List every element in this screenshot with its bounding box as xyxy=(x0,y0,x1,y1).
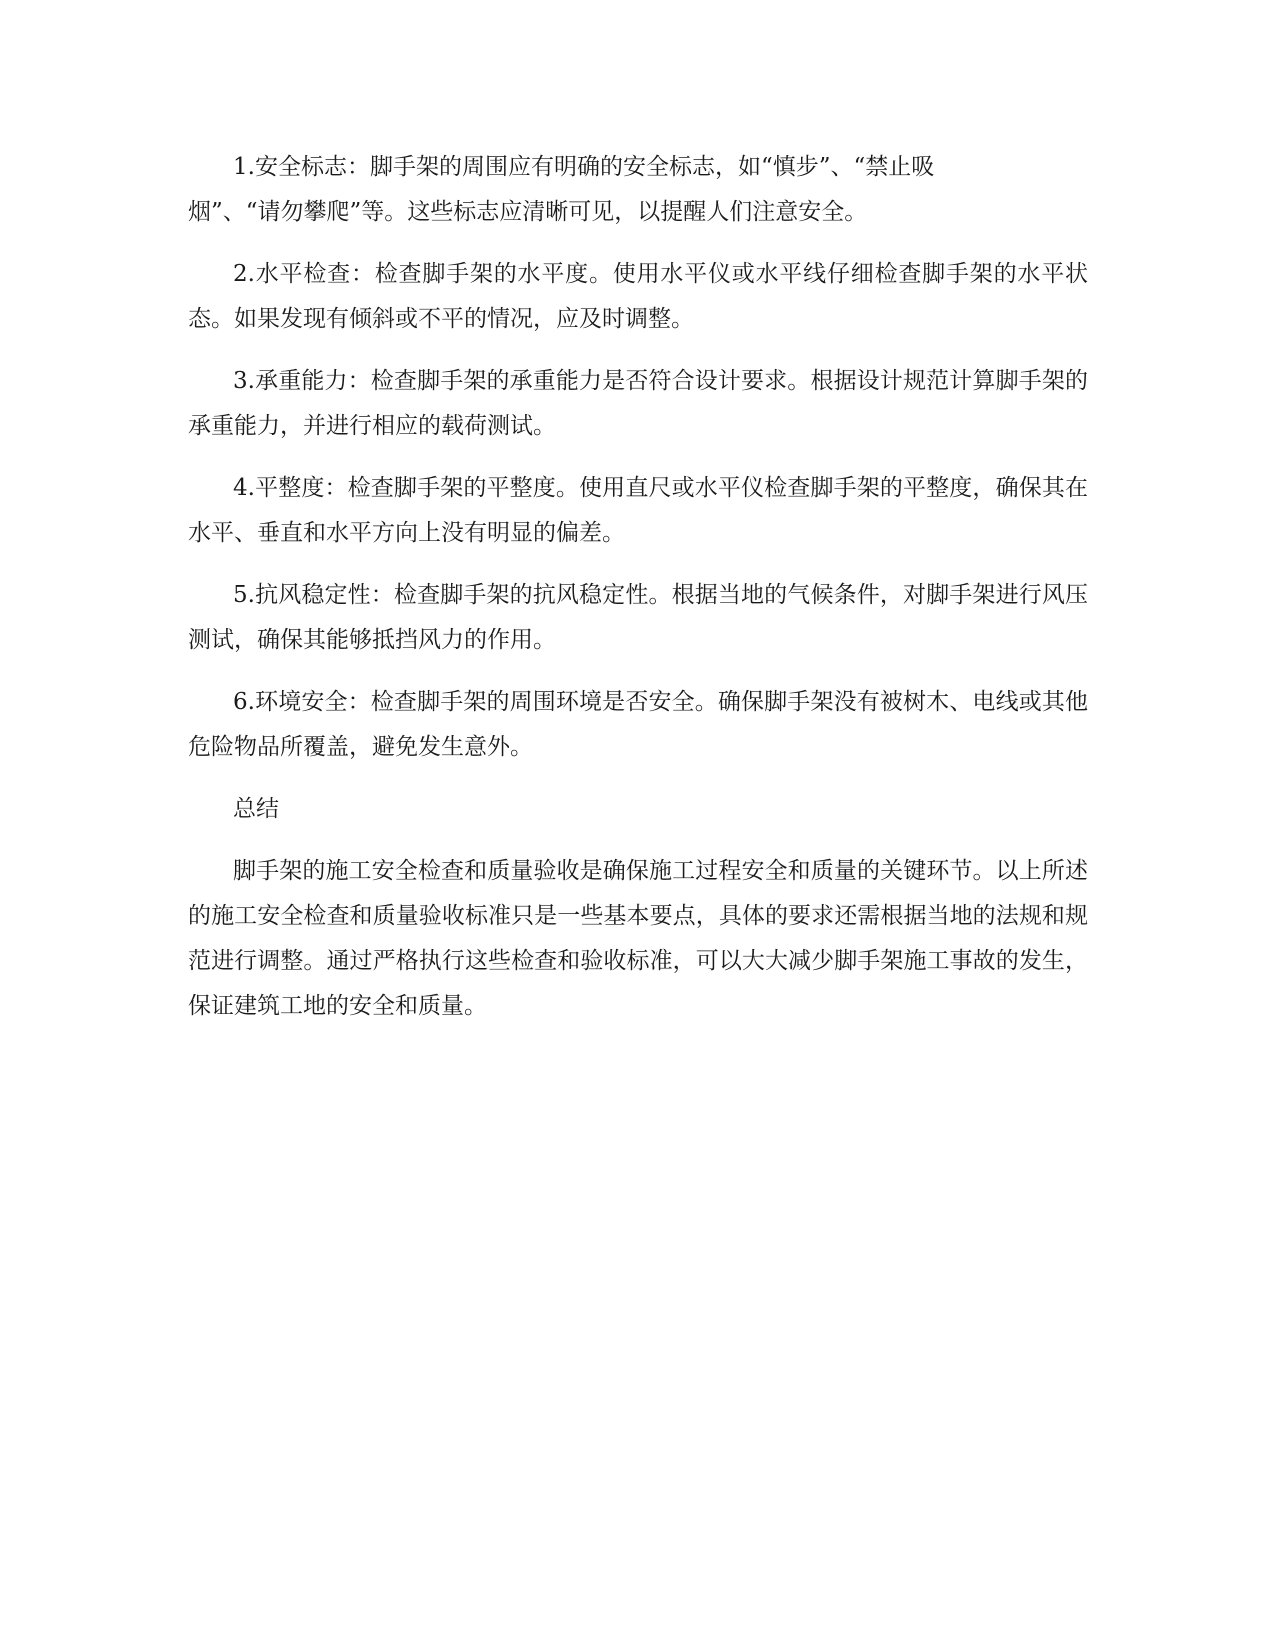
summary-paragraph: 脚手架的施工安全检查和质量验收是确保施工过程安全和质量的关键环节。以上所述的施工安全检查和质量验收标准只是一些基本要点，具体的要求还需根据当地的法规和规范进行调整。通过严格执行这些检查和验收标准，可以大大减少脚手架施工事故的发生，保证建筑工地的安全和质量。 xyxy=(188,858,1088,1019)
paragraph-flatness: 4.平整度：检查脚手架的平整度。使用直尺或水平仪检查脚手架的平整度，确保其在水平、垂直和水平方向上没有明显的偏差。 xyxy=(188,475,1088,546)
paragraph-load-capacity: 3.承重能力：检查脚手架的承重能力是否符合设计要求。根据设计规范计算脚手架的承重能力，并进行相应的载荷测试。 xyxy=(188,368,1088,439)
paragraph-environment-safety: 6.环境安全：检查脚手架的周围环境是否安全。确保脚手架没有被树木、电线或其他危险物品所覆盖，避免发生意外。 xyxy=(188,689,1088,760)
paragraph-safety-signs: 1.安全标志：脚手架的周围应有明确的安全标志，如“慎步”、“禁止吸 烟”、“请勿攀爬”等。这些标志应清晰可见，以提醒人们注意安全。 xyxy=(188,154,935,225)
summary-heading: 总结 xyxy=(233,796,279,822)
paragraph-level-check: 2.水平检查：检查脚手架的水平度。使用水平仪或水平线仔细检查脚手架的水平状态。如果发现有倾斜或不平的情况，应及时调整。 xyxy=(188,261,1088,332)
paragraph-wind-stability: 5.抗风稳定性：检查脚手架的抗风稳定性。根据当地的气候条件，对脚手架进行风压测试，确保其能够抵挡风力的作用。 xyxy=(188,582,1088,653)
document-body xyxy=(188,145,1088,1046)
